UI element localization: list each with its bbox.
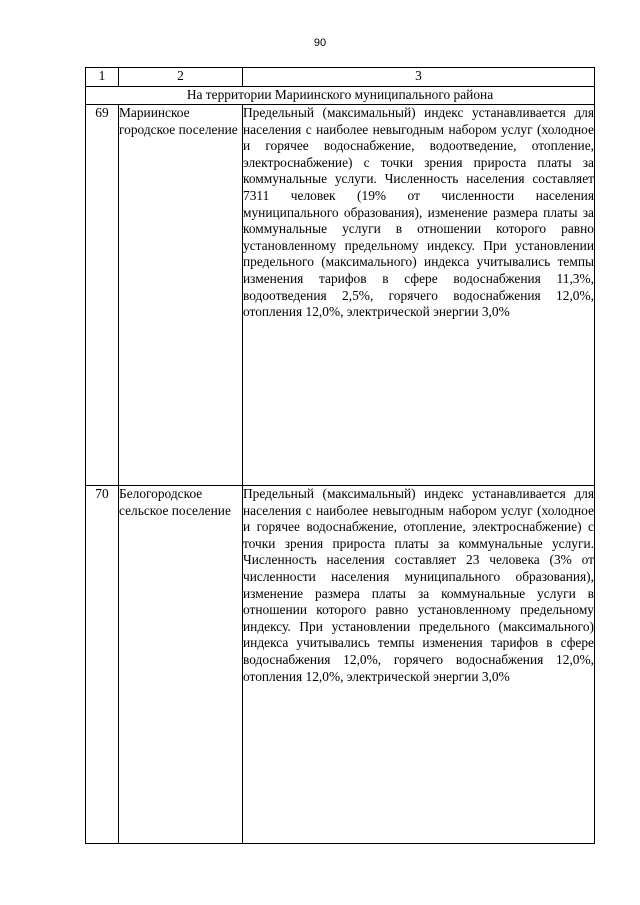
index-description: Предельный (максимальный) индекс устанавливается для населения с наиболее невыгодным набором услуг (холодное и горячее водоснабжение, водоотведение, отопление, электроснабжение) с точки зрения прироста платы за коммунальные услуги. Численность населения составляет 7311 человек (19% от численности населения муниципального образования), изменение размера платы за коммунальные услуги в отношении которого равно установленному предельному индексу. При установлении предельного (максимального) индекса учитывались темпы изменения тарифов в сфере водоснабжения 11,3%, водоотведения 2,5%, горячего водоснабжения 12,0%, отопления 12,0%, электрической энергии 3,0% bbox=[243, 105, 595, 486]
row-number: 70 bbox=[86, 486, 119, 844]
table-row bbox=[86, 486, 595, 844]
settlement-name: Мариинское городское поселение bbox=[119, 105, 243, 486]
data-table bbox=[85, 67, 595, 844]
index-description: Предельный (максимальный) индекс устанавливается для населения с наиболее невыгодным набором услуг (холодное и горячее водоснабжение, отопление, электроснабжение) с точки зрения прироста платы за коммунальные услуги. Численность населения составляет 23 человека (3% от численности населения муниципального образования), изменение размера платы за коммунальные услуги в отношении которого равно установленному предельному индексу. При установлении предельного (максимального) индекса учитывались темпы изменения тарифов в сфере водоснабжения 12,0%, горячего водоснабжения 12,0%, отопления 12,0%, электрической энергии 3,0% bbox=[243, 486, 595, 844]
section-title: На территории Мариинского муниципального района bbox=[86, 87, 595, 105]
settlement-name: Белогородское сельское поселение bbox=[119, 486, 243, 844]
table-row bbox=[86, 105, 595, 486]
page-number: 90 bbox=[313, 37, 327, 49]
column-header: 2 bbox=[119, 68, 243, 87]
row-number: 69 bbox=[86, 105, 119, 486]
column-header: 1 bbox=[86, 68, 119, 87]
section-row bbox=[86, 87, 595, 105]
table-header-row bbox=[86, 68, 595, 87]
column-header: 3 bbox=[243, 68, 595, 87]
